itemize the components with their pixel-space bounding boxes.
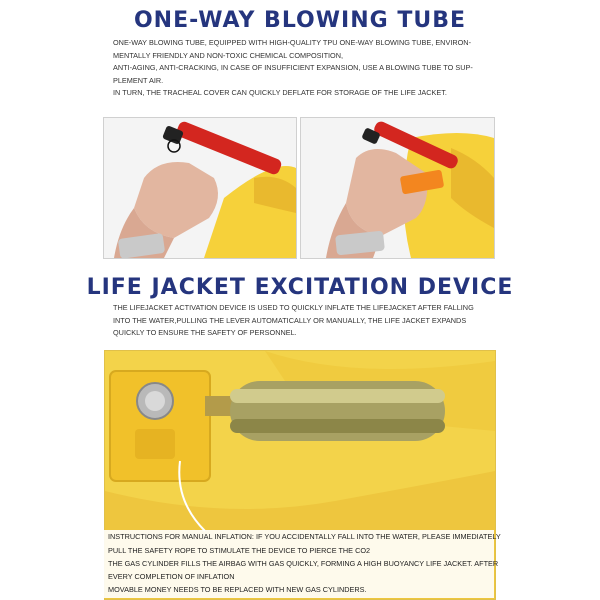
instruction-line: PULL THE SAFETY ROPE TO STIMULATE THE DEVICE TO PIERCE THE CO2 <box>108 546 371 555</box>
instruction-line: EVERY COMPLETION OF INFLATION <box>108 572 235 581</box>
description-line: THE LIFEJACKET ACTIVATION DEVICE IS USED TO QUICKLY INFLATE THE LIFEJACKET AFTER FALLING <box>113 303 474 312</box>
description-line: MENTALLY FRIENDLY AND NON-TOXIC CHEMICAL COMPOSITION, <box>113 50 344 60</box>
blowing-tube-photo-right <box>300 117 495 259</box>
excitation-device-description <box>113 302 493 340</box>
description-line: QUICKLY TO ENSURE THE SAFETY OF PERSONNEL. <box>113 328 297 337</box>
description-line: ONE-WAY BLOWING TUBE, EQUIPPED WITH HIGH-QUALITY TPU ONE-WAY BLOWING TUBE, ENVIRON- <box>113 38 471 47</box>
instruction-line: MOVABLE MONEY NEEDS TO BE REPLACED WITH NEW GAS CYLINDERS. <box>108 585 367 594</box>
description-line: PLEMENT AIR. <box>113 75 164 85</box>
description-line: IN TURN, THE TRACHEAL COVER CAN QUICKLY DEFLATE FOR STORAGE OF THE LIFE JACKET. <box>113 88 447 97</box>
instruction-line: THE GAS CYLINDER FILLS THE AIRBAG WITH GAS QUICKLY, FORMING A HIGH BUOYANCY LIFE JACKET. AFTER <box>108 559 499 568</box>
instruction-line: INSTRUCTIONS FOR MANUAL INFLATION: IF YOU ACCIDENTALLY FALL INTO THE WATER, PLEASE IMMEDIATELY <box>108 532 501 541</box>
blowing-tube-description <box>113 37 493 100</box>
section-title-blowing-tube: ONE-WAY BLOWING TUBE <box>133 8 467 33</box>
hand-holding-whistle-illustration <box>301 118 494 258</box>
blowing-tube-photo-left <box>103 117 297 259</box>
description-line: INTO THE WATER,PULLING THE LEVER AUTOMATICALLY OR MANUALLY, THE LIFE JACKET EXPANDS <box>113 315 467 325</box>
hand-holding-tube-illustration <box>104 118 296 258</box>
description-line: ANTI-AGING, ANTI-CRACKING, IN CASE OF INSUFFICIENT EXPANSION, USE A BLOWING TUBE TO SUP- <box>113 63 473 72</box>
manual-inflation-instructions <box>104 530 501 598</box>
section-title-excitation-device: LIFE JACKET EXCITATION DEVICE <box>86 275 514 300</box>
